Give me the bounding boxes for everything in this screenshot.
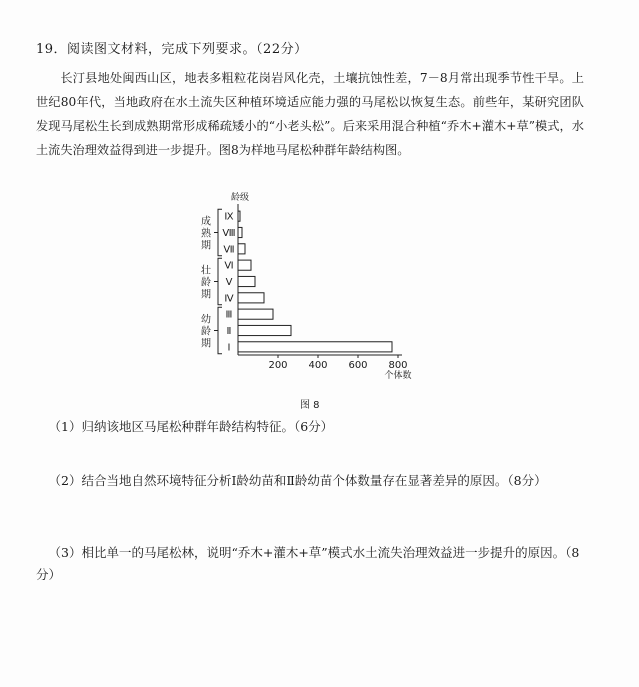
group-label-char: 期 [201, 240, 211, 252]
question-title: 19．阅读图文材料，完成下列要求。（22分） [36, 42, 308, 57]
x-tick-label: 800 [388, 360, 408, 371]
age-bar [238, 325, 291, 335]
age-class-label: Ⅳ [224, 293, 234, 305]
age-bar [238, 342, 392, 352]
sub-question-3-text: （3）相比单一的马尾松林，说明“乔木+灌木+草”模式水土流失治理效益进一步提升的原因。（8分） [36, 545, 580, 582]
age-bar [238, 309, 273, 319]
age-class-label: Ⅸ [224, 211, 234, 223]
x-tick-label: 400 [308, 360, 328, 371]
sub-question-1 [36, 416, 591, 438]
group-bracket [218, 307, 222, 353]
age-bar [238, 244, 245, 254]
age-class-label: Ⅵ [224, 260, 234, 272]
group-label-char: 期 [201, 289, 211, 301]
age-bar [238, 227, 242, 237]
x-tick-label: 200 [268, 360, 288, 371]
group-label-char: 成 [201, 216, 211, 228]
age-bar [238, 276, 255, 286]
age-class-label: Ⅲ [225, 309, 233, 321]
group-bracket [218, 258, 222, 304]
sub-question-2 [36, 470, 591, 492]
sub-question-1-text: （1）归纳该地区马尾松种群年龄结构特征。（6分） [48, 419, 334, 434]
chart-svg [170, 190, 440, 390]
figure-caption: 图 8 [300, 400, 320, 411]
age-bar [238, 293, 264, 303]
age-bar [238, 211, 240, 221]
group-label-char: 壮 [201, 265, 211, 277]
group-bracket [218, 209, 222, 255]
age-bar [238, 260, 251, 270]
sub-question-2-text: （2）结合当地自然环境特征分析Ⅰ龄幼苗和Ⅱ龄幼苗个体数量存在显著差异的原因。（8分） [48, 473, 547, 488]
question-paragraph [36, 66, 584, 162]
age-class-label: Ⅰ [227, 342, 231, 354]
sub-question-3 [36, 542, 591, 586]
age-class-label: Ⅶ [223, 244, 235, 256]
group-label-char: 龄 [201, 326, 211, 338]
group-label-char: 幼 [201, 314, 211, 326]
group-label-char: 龄 [201, 277, 211, 289]
x-tick-label: 600 [348, 360, 368, 371]
y-axis-title: 龄级 [230, 193, 250, 203]
age-class-label: Ⅱ [226, 326, 232, 337]
age-class-label: Ⅴ [225, 277, 233, 288]
material-text: 长汀县地处闽西山区，地表多粗粒花岗岩风化壳，土壤抗蚀性差，7－8月常出现季节性干旱。上世纪80年代，当地政府在水土流失区种植环境适应能力强的马尾松以恢复生态。前些年，某研究团队发现马尾松生长到成熟期常形成稀疏矮小的“小老头松”。后来采用混合种植“乔木+灌木+草”模式，水土流失治理效益得到进一步提升。图8为样地马尾松种群年龄结构图。 [36, 71, 584, 157]
group-label-char: 熟 [201, 228, 211, 240]
age-class-label: Ⅷ [222, 228, 236, 239]
group-label-char: 期 [201, 338, 211, 350]
age-structure-chart [170, 190, 440, 390]
x-axis-title: 个体数 [384, 371, 412, 381]
